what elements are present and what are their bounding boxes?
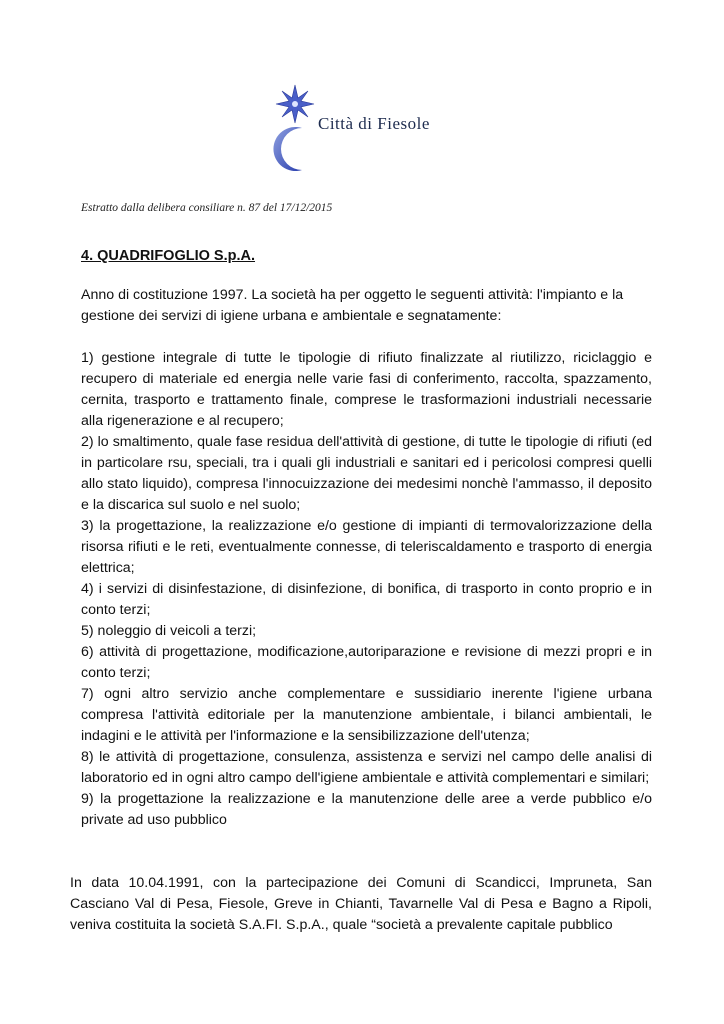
list-item: 4) i servizi di disinfestazione, di disinfezione, di bonifica, di trasporto in conto proprio e in conto terzi; — [81, 581, 652, 618]
list-item: 5) noleggio di veicoli a terzi; — [81, 623, 257, 639]
list-item: 8) le attività di progettazione, consulenza, assistenza e servizi nel campo delle analisi di laboratorio ed in ogni altro campo dell'igiene ambientale e attività complementari e similari; — [81, 749, 652, 786]
list-item: 6) attività di progettazione, modificazione,autoriparazione e revisione di mezzi propri e in conto terzi; — [81, 644, 652, 681]
activity-list — [81, 348, 652, 831]
intro-paragraph: Anno di costituzione 1997. La società ha per oggetto le seguenti attività: l'impianto e la gestione dei servizi di igiene urbana e ambientale e segnatamente: — [81, 287, 624, 324]
list-item: 7) ogni altro servizio anche complementare e sussidiario inerente l'igiene urbana compresa l'attività editoriale per la manutenzione ambientale, i bilanci ambientali, le indagini e le attività per l'informazione e la sensibilizzazione dell'utenza; — [81, 686, 652, 744]
list-item: 2) lo smaltimento, quale fase residua dell'attività di gestione, di tutte le tipologie di rifiuti (ed in particolare rsu, speciali, tra i quali gli industriali e sanitari ed i pericolosi compresi quelli allo stato liquido), compresa l'innocuizzazione dei medesimi nonchè l'ammasso, il deposito e la discarica sul suolo e nel suolo; — [81, 434, 652, 513]
list-item: 1) gestione integrale di tutte le tipologie di rifiuto finalizzate al riutilizzo, riciclaggio e recupero di materiale ed energia nelle varie fasi di conferimento, raccolta, spazzamento, cernita, trasporto e trattamento finale, comprese le trasformazioni industriali necessarie alla rigenerazione e al recupero; — [81, 350, 652, 429]
city-name: Città di Fiesole — [318, 114, 430, 133]
extract-note: Estratto dalla delibera consiliare n. 87 del 17/12/2015 — [81, 202, 333, 214]
section-heading: 4. QUADRIFOGLIO S.p.A. — [81, 248, 256, 264]
list-item: 9) la progettazione la realizzazione e la manutenzione delle aree a verde pubblico e/o private ad uso pubblico — [81, 791, 652, 828]
list-item: 3) la progettazione, la realizzazione e/o gestione di impianti di termovalorizzazione della risorsa rifiuti e le reti, eventualmente connesse, di teleriscaldamento e trasporto di energia elettrica; — [81, 518, 652, 576]
star-moon-emblem-icon — [272, 84, 318, 172]
city-logo — [272, 84, 462, 172]
final-paragraph: In data 10.04.1991, con la partecipazione dei Comuni di Scandicci, Impruneta, San Casciano Val di Pesa, Fiesole, Greve in Chianti, Tavarnelle Val di Pesa e Bagno a Ripoli, veniva costituita la società S.A.FI. S.p.A., quale “società a prevalente capitale pubblico — [70, 875, 652, 933]
